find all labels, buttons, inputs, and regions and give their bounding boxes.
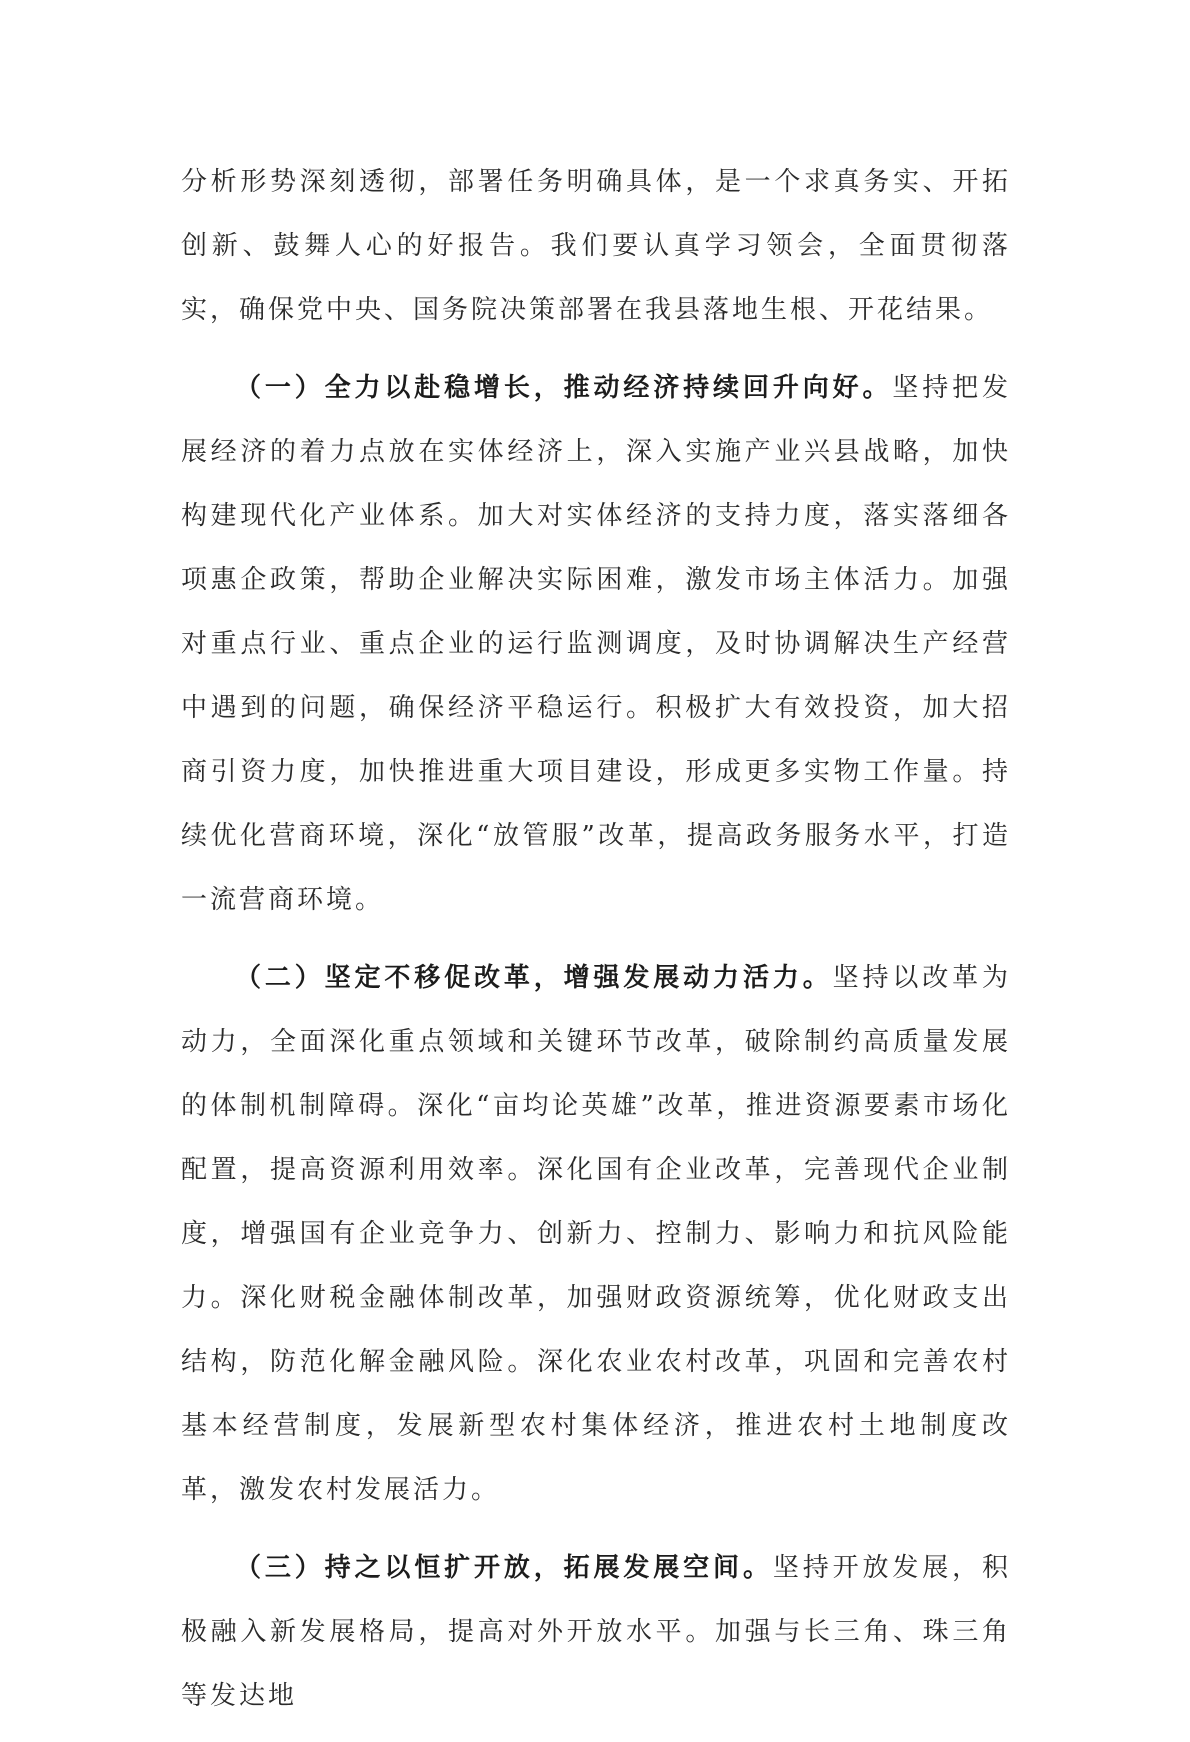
section-1-heading: （一）全力以赴稳增长，推动经济持续回升向好。 [235,373,893,403]
document-body [181,150,1011,1742]
paragraph-section-2 [181,946,1011,1522]
section-1-text: 坚持把发展经济的着力点放在实体经济上，深入实施产业兴县战略，加快构建现代化产业体系。加大对实体经济的支持力度，落实落细各项惠企政策，帮助企业解决实际困难，激发市场主体活力。加强对重点行业、重点企业的运行监测调度，及时协调解决生产经营中遇到的问题，确保经济平稳运行。积极扩大有效投资，加大招商引资力度，加快推进重大项目建设，形成更多实物工作量。持续优化营商环境，深化“放管服”改革，提高政务服务水平，打造一流营商环境。 [181,373,1011,915]
section-2-heading: （二）坚定不移促改革，增强发展动力活力。 [235,963,833,993]
section-2-text: 坚持以改革为动力，全面深化重点领域和关键环节改革，破除制约高质量发展的体制机制障碍。深化“亩均论英雄”改革，推进资源要素市场化配置，提高资源利用效率。深化国有企业改革，完善现代企业制度，增强国有企业竞争力、创新力、控制力、影响力和抗风险能力。深化财税金融体制改革，加强财政资源统筹，优化财政支出结构，防范化解金融风险。深化农业农村改革，巩固和完善农村基本经营制度，发展新型农村集体经济，推进农村土地制度改革，激发农村发展活力。 [181,963,1011,1505]
paragraph-section-3 [181,1536,1011,1728]
section-3-heading: （三）持之以恒扩开放，拓展发展空间。 [235,1553,773,1583]
paragraph-intro-text: 分析形势深刻透彻，部署任务明确具体，是一个求真务实、开拓创新、鼓舞人心的好报告。我们要认真学习领会，全面贯彻落实，确保党中央、国务院决策部署在我县落地生根、开花结果。 [181,167,1011,325]
section-3-text: 坚持开放发展，积极融入新发展格局，提高对外开放水平。加强与长三角、珠三角等发达地 [181,1553,1011,1711]
paragraph-section-1 [181,356,1011,932]
paragraph-intro [181,150,1011,342]
